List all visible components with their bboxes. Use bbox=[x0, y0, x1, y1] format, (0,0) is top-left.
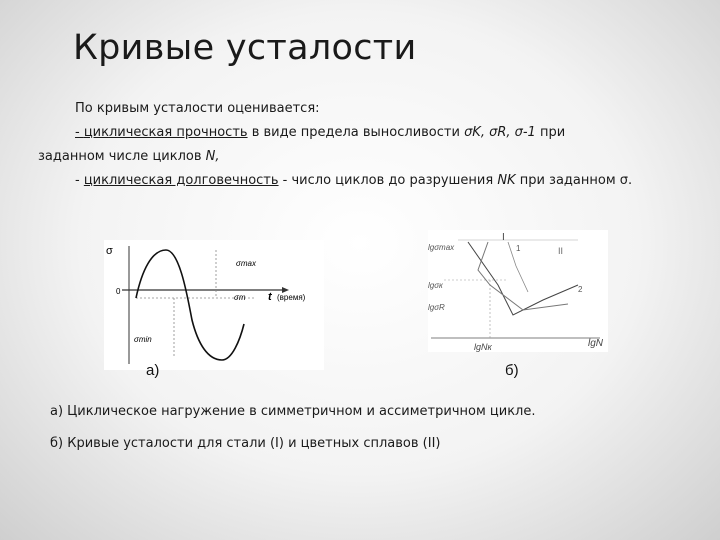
fatigue-curves-diagram bbox=[428, 230, 608, 352]
body-text bbox=[38, 97, 708, 193]
item-1-line-2-text: заданном числе циклов bbox=[38, 149, 206, 164]
item-1-dash: - bbox=[75, 125, 84, 140]
item-1-symbols: σK, σR, σ-1 bbox=[464, 125, 536, 140]
sigma-max-label: σmax bbox=[236, 259, 256, 268]
load-curve bbox=[136, 250, 244, 360]
item-2-dash: - bbox=[75, 173, 84, 188]
note-a: а) Циклическое нагружение в симметричном и ассиметричном цикле. bbox=[50, 404, 536, 419]
sigma-axis-label: σ bbox=[106, 245, 113, 257]
lg-sigma-k-label: lgσк bbox=[428, 281, 443, 290]
item-1-line bbox=[38, 121, 708, 145]
t-label: t bbox=[268, 291, 272, 303]
item-1-line-2 bbox=[38, 145, 708, 169]
t-note: (время) bbox=[277, 293, 306, 302]
item-2-NK: NK bbox=[497, 173, 516, 188]
cyclic-loading-diagram bbox=[104, 240, 324, 370]
item-2-rest: - число циклов до разрушения bbox=[278, 173, 498, 188]
lg-sigma-max-label: lgσmax bbox=[428, 243, 455, 252]
item-2-tail: при заданном σ. bbox=[515, 173, 633, 188]
curve-II-label: II bbox=[558, 246, 564, 256]
lg-n-label: lgN bbox=[588, 338, 604, 349]
item-1-term: циклическая прочность bbox=[83, 125, 248, 140]
slide-title: Кривые усталости bbox=[73, 28, 417, 68]
item-1-tail: при bbox=[535, 125, 566, 140]
mark-1-label: 1 bbox=[516, 244, 521, 253]
intro-line: По кривым усталости оценивается: bbox=[75, 101, 320, 116]
curve-I-label: I bbox=[502, 232, 505, 243]
item-2-term: циклическая долговечность bbox=[83, 173, 279, 188]
item-1-N: N, bbox=[205, 149, 220, 164]
caption-b: б) bbox=[505, 362, 519, 379]
sigma-min-label: σmin bbox=[134, 335, 152, 344]
zero-label: 0 bbox=[116, 287, 121, 296]
figure-a bbox=[104, 240, 324, 370]
item-2-line bbox=[38, 169, 708, 193]
figure-b bbox=[428, 230, 608, 352]
lg-nk-label: lgNк bbox=[474, 342, 492, 352]
caption-a: а) bbox=[146, 362, 160, 379]
mark-2-label: 2 bbox=[578, 285, 583, 294]
item-1-rest: в виде предела выносливости bbox=[247, 125, 465, 140]
sigma-m-label: σm bbox=[234, 293, 246, 302]
lg-sigma-r-label: lgσR bbox=[428, 303, 445, 312]
note-b: б) Кривые усталости для стали (I) и цветных сплавов (II) bbox=[50, 436, 441, 451]
